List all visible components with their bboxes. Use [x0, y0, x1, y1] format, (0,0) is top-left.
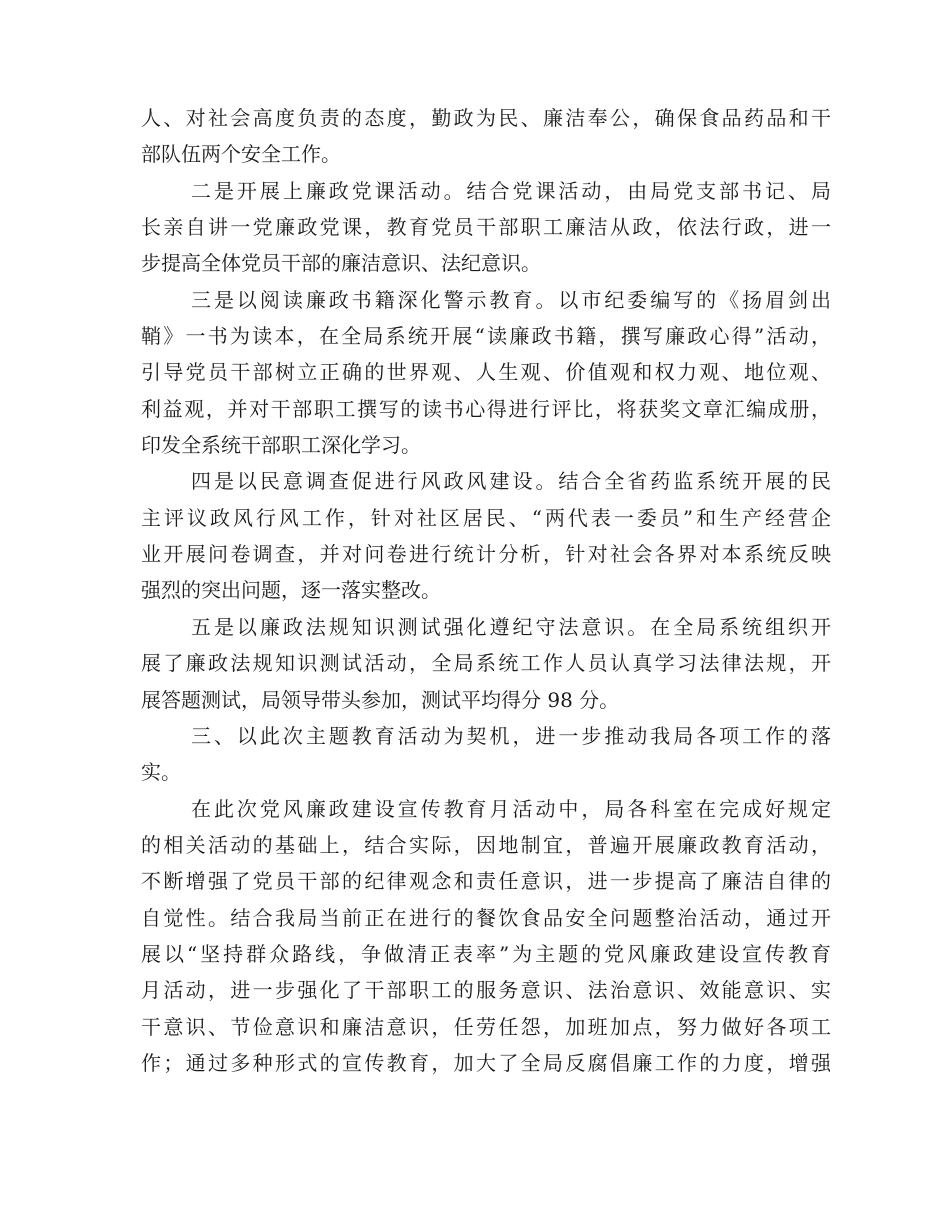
body-text: [141, 100, 831, 1081]
text-line: 作；通过多种形式的宣传教育，加大了全局反腐倡廉工作的力度，增强: [141, 1050, 831, 1075]
text-line: 三是以阅读廉政书籍深化警示教育。以市纪委编写的《扬眉剑出: [191, 287, 831, 312]
text-line: 强烈的突出问题，逐一落实整改。: [141, 578, 441, 603]
text-line: 印发全系统干部职工深化学习。: [141, 433, 421, 458]
text-line: 步提高全体党员干部的廉洁意识、法纪意识。: [141, 251, 541, 276]
text-line: 干意识、节俭意识和廉洁意识，任劳任怨，加班加点，努力做好各项工: [141, 1014, 831, 1039]
text-line: 的相关活动的基础上，结合实际，因地制宜，普遍开展廉政教育活动，: [141, 832, 831, 857]
text-line: 鞘》一书为读本，在全局系统开展“读廉政书籍，撰写廉政心得”活动，: [141, 324, 831, 349]
text-line: 五是以廉政法规知识测试强化遵纪守法意识。在全局系统组织开: [191, 614, 831, 639]
text-line: 不断增强了党员干部的纪律观念和责任意识，进一步提高了廉洁自律的: [141, 869, 831, 894]
text-line: 主评议政风行风工作，针对社区居民、“两代表一委员”和生产经营企: [141, 505, 831, 530]
text-line: 长亲自讲一党廉政党课，教育党员干部职工廉洁从政，依法行政，进一: [141, 215, 831, 240]
text-line: 自觉性。结合我局当前正在进行的餐饮食品安全问题整治活动，通过开: [141, 905, 831, 930]
text-line: 在此次党风廉政建设宣传教育月活动中，局各科室在完成好规定: [191, 796, 831, 821]
text-line: 四是以民意调查促进行风政风建设。结合全省药监系统开展的民: [191, 469, 831, 494]
text-line: 展以“坚持群众路线，争做清正表率”为主题的党风廉政建设宣传教育: [141, 941, 831, 966]
text-line: 利益观，并对干部职工撰写的读书心得进行评比，将获奖文章汇编成册，: [141, 396, 831, 421]
text-line: 月活动，进一步强化了干部职工的服务意识、法治意识、效能意识、实: [141, 978, 831, 1003]
text-line: 展了廉政法规知识测试活动，全局系统工作人员认真学习法律法规，开: [141, 651, 831, 676]
text-line: 二是开展上廉政党课活动。结合党课活动，由局党支部书记、局: [191, 178, 831, 203]
text-line: 业开展问卷调查，并对问卷进行统计分析，针对社会各界对本系统反映: [141, 542, 831, 567]
section-heading-line: 实。: [141, 760, 181, 785]
text-line: 部队伍两个安全工作。: [141, 142, 341, 167]
text-line: 展答题测试，局领导带头参加，测试平均得分 98 分。: [141, 687, 620, 712]
text-line: 人、对社会高度负责的态度，勤政为民、廉洁奉公，确保食品药品和干: [141, 106, 831, 130]
section-heading-line: 三、以此次主题教育活动为契机，进一步推动我局各项工作的落: [191, 723, 831, 748]
text-line: 引导党员干部树立正确的世界观、人生观、价值观和权力观、地位观、: [141, 360, 831, 385]
